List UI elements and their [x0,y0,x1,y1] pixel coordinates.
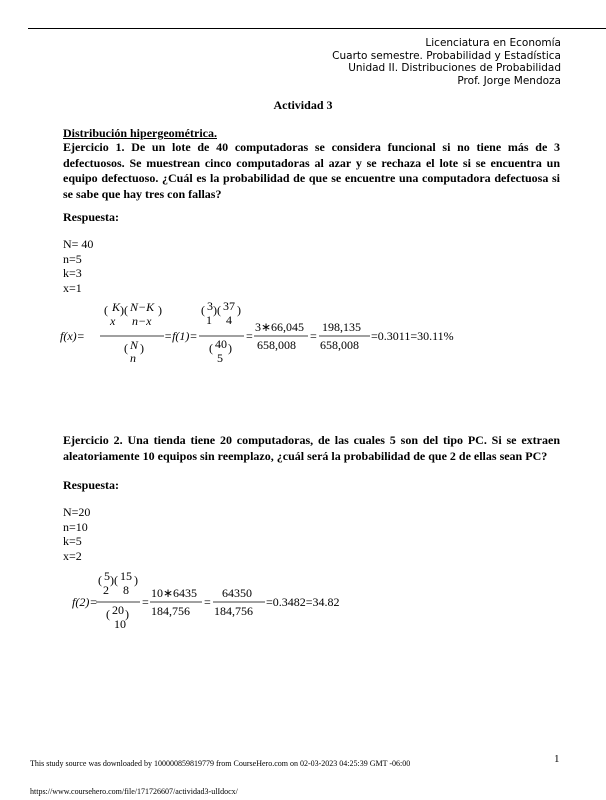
value-N: N=20 [63,505,91,519]
header-line-unit: Unidad II. Distribuciones de Probabilidad [348,62,561,75]
value-k: k=3 [63,266,82,280]
formula-1-c1-top: 3 [207,300,213,313]
value-N: N= 40 [63,237,94,251]
formula-1-num1: 3∗66,045 [255,320,305,334]
page-title: Actividad 3 [273,98,333,112]
formula-2-c2-top: 15 [120,570,132,583]
formula-1-paren-close: )( [120,303,128,317]
formula-1-paren-a: ( [201,303,205,317]
exercise-2-values [63,505,90,563]
formula-2-paren-a: ( [98,573,102,587]
formula-2-den1: 184,756 [151,604,190,618]
formula-1-c2-top: 37 [223,300,235,313]
formula-1-result: =0.3011=30.11% [371,329,454,343]
formula-1-paren-close3: ) [140,341,144,355]
formula-1-c3-top: 40 [215,337,227,351]
formula-1-gen-x: x [110,314,116,328]
exercise-1-values [63,237,93,295]
formula-2-num1: 10∗6435 [151,586,198,600]
formula-2-c1-bot: 2 [103,583,109,597]
source-url[interactable]: https://www.coursehero.com/file/171726607/actividad3-ulIdocx/ [30,787,238,796]
formula-1-gen-n: n [130,351,136,365]
formula-1-eq1: = [246,329,253,343]
exercise-1-prefix: Ejercicio 1. [63,140,125,154]
formula-1-paren-open: ( [104,303,108,317]
formula-1-den2: 658,008 [320,338,359,352]
value-x: x=2 [63,548,82,563]
page-number: 1 [554,753,560,765]
formula-2-eq2: = [204,595,211,609]
formula-2-c1-top: 5 [104,570,110,583]
exercise-2-statement [63,433,560,464]
formula-1-lhs: f(x)= [60,329,85,343]
formula-2-c3-bot: 10 [114,617,126,631]
formula-2-c2-bot: 8 [123,583,129,597]
formula-2-paren-c: ) [134,573,138,587]
exercise-1-text: De un lote de 40 computadoras se considera funcional si no tiene más de 3 defectuosos. Se muestrean cinco computadoras al azar y se rechaza el lote si se encuentra un equipo defectuoso. ¿Cuál es la probabilidad de que se encuentre una computadora defectuosa si se sabe que hay tres con fallas? [63,140,561,201]
formula-2-paren-b: )( [110,573,118,587]
exercise-1-statement [63,140,560,202]
formula-2-c3-top: 20 [112,603,124,617]
document-header [332,37,561,87]
formula-1-paren-b: )( [213,303,221,317]
formula-1-eq2: = [310,329,317,343]
exercise-1-answer-label: Respuesta: [63,210,119,224]
formula-1-paren-c: ) [237,303,241,317]
header-rule [28,28,606,29]
section-title: Distribución hipergeométrica. [63,126,217,140]
exercise-2-prefix: Ejercicio 2. [63,433,123,447]
formula-1-gen-NK: N−K [130,300,155,314]
value-k: k=5 [63,534,82,548]
formula-2-lhs: f(2)= [72,595,98,609]
header-line-semester: Cuarto semestre. Probabilidad y Estadística [332,49,561,62]
value-n: n=5 [63,251,82,266]
value-x: x=1 [63,280,82,295]
formula-1-den1: 658,008 [257,338,296,352]
formula-1-f1: =f(1)= [164,329,198,343]
exercise-1-formula [60,300,480,372]
formula-1-paren-close2: ) [158,303,162,317]
formula-1-paren-e: ) [228,341,232,355]
formula-1-gen-N: N [130,338,139,352]
formula-2-paren-d: ( [106,607,110,621]
formula-2-result: =0.3482=34.82 [266,595,340,609]
formula-1-c1-bot: 1 [206,313,212,327]
header-line-program: Licenciatura en Economía [425,37,561,49]
exercise-2-answer-label: Respuesta: [63,478,119,492]
header-line-professor: Prof. Jorge Mendoza [457,74,561,87]
formula-1-c2-bot: 4 [226,313,232,327]
formula-1-paren-d: ( [209,341,213,355]
value-n: n=10 [63,519,88,534]
formula-2-den2: 184,756 [214,604,253,618]
formula-2-paren-e: ) [125,607,129,621]
formula-1-num2: 198,135 [322,320,361,334]
formula-1-gen-K: K [112,300,121,314]
formula-1-gen-nx: n−x [132,314,152,328]
formula-2-num2: 64350 [222,586,252,600]
formula-1-c3-bot: 5 [217,351,223,365]
formula-2-eq1: = [142,595,149,609]
exercise-2-text: Una tienda tiene 20 computadoras, de las cuales 5 son del tipo PC. Si se extraen aleatoriamente 10 equipos sin reemplazo, ¿cuál será la probabilidad de que 2 de ellas sean PC? [63,433,560,463]
exercise-2-formula [60,570,380,634]
formula-1-paren-open3: ( [124,341,128,355]
download-notice: This study source was downloaded by 100000859819779 from CourseHero.com on 02-03-2023 04:25:39 GMT -06:00 [30,759,411,768]
